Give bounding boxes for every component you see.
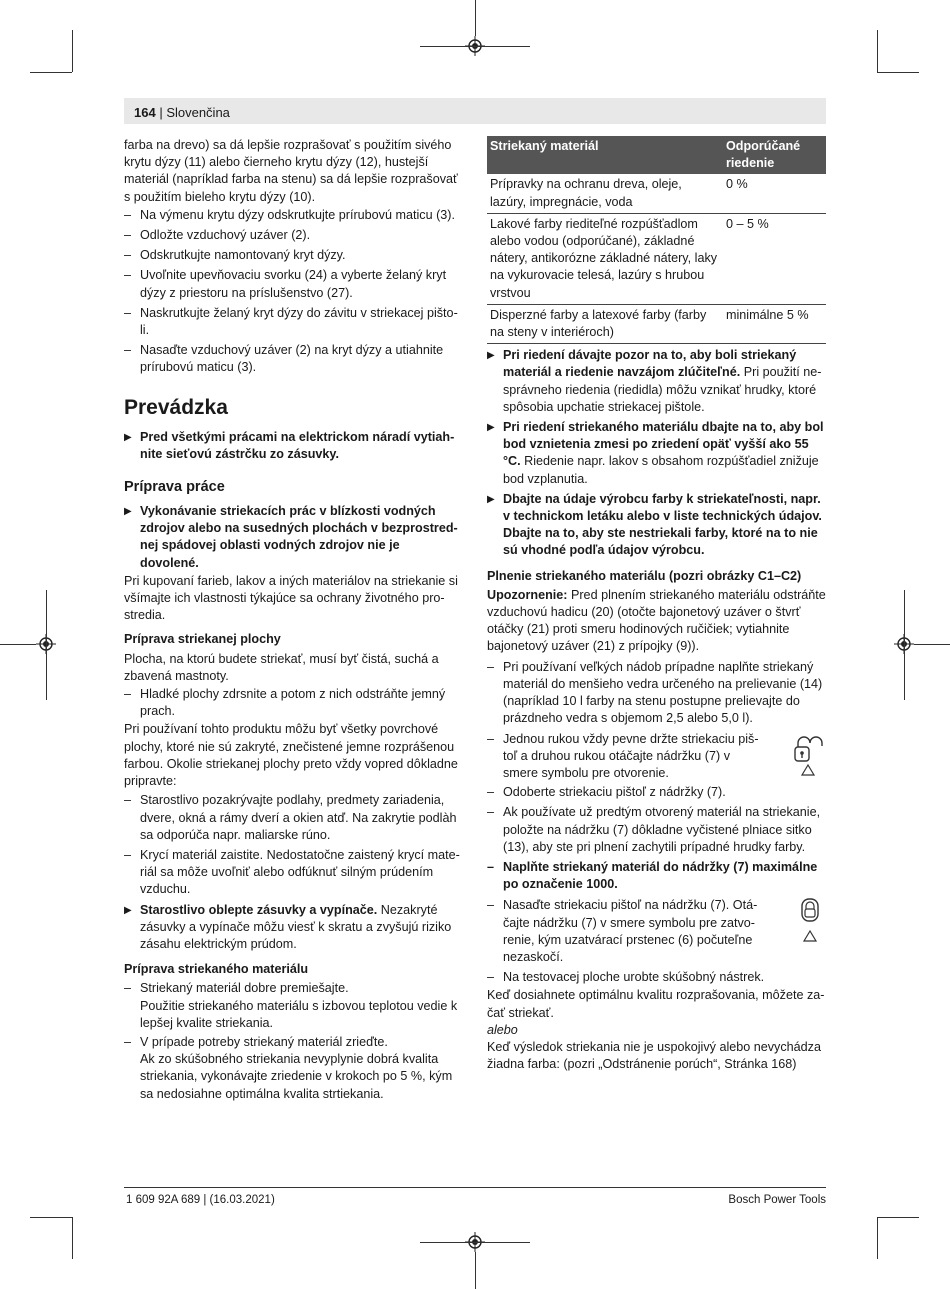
table-cell-dilution: minimálne 5 % <box>723 304 826 343</box>
list-item: – Striekaný materiál dobre premiešajte. <box>124 980 461 997</box>
cover-paragraph: Pri používaní tohto produktu môžu byť všetky povrchové plochy, ktoré nie sú zakryté, znečistené jemne rozprášenou farbou. Okolie striekanej plochy preto vždy vopred dôkladne pripravte: <box>124 722 458 789</box>
page-number: 164 <box>134 105 156 120</box>
table-row <box>487 174 826 213</box>
warning-sockets <box>124 902 461 954</box>
list-item: – Naskrutkujte želaný kryt dýzy do závitu v striekacej pištoli. <box>124 305 461 339</box>
dilution-table <box>487 136 826 344</box>
list-item: – Starostlivo pozakrývajte podlahy, predmety zariadenia, dvere, okná a rámy dverí a okien atď. Na zakrytie podlàh sa odporúča napr. maliarske rúno. <box>124 792 461 844</box>
warning-flashpoint <box>487 419 826 488</box>
list-item: – Odoberte striekaciu pištoľ z nádržky (7). <box>487 784 826 801</box>
crop-mark <box>877 1217 878 1259</box>
footer-doc-number: 1 609 92A 689 | (16.03.2021) <box>126 1194 275 1206</box>
warning-sockets-text: Nezakryté zásuvky a vypínače môžu viesť k skratu a zvyšujú riziko zásahu elektrickým prúdom. <box>140 902 452 951</box>
section-title: Prevádzka <box>124 395 228 419</box>
nozzle-steps <box>124 207 461 377</box>
note-label: Upozornenie: <box>487 587 568 602</box>
crop-mark <box>914 644 950 645</box>
list-item: – Hladké plochy zdrsnite a potom z nich odstráňte jemný prach. <box>124 686 461 720</box>
lock-icon <box>797 897 823 947</box>
table-cell-dilution: 0 % <box>723 174 826 213</box>
crop-mark <box>72 1217 73 1259</box>
crop-mark <box>0 644 36 645</box>
warning-mains: ▶ Pred všetkými prácami na elektrickom náradí vytiahnite sieťovú zástrčku zo zásuvky. <box>124 429 461 463</box>
crop-mark <box>30 72 72 73</box>
table-cell-material: Lakové farby riediteľné rozpúšťadlom alebo vodou (odporúčané), základné nátery, antikorózne základné nátery, laky na vykurovacie telesá, lazúry s hrubou vrstvou <box>487 213 723 304</box>
list-item: – Na testovacej ploche urobte skúšobný nástrek. <box>487 969 826 986</box>
list-item: – Odložte vzduchový uzáver (2). <box>124 227 461 244</box>
table-cell-material: Prípravky na ochranu dreva, oleje, lazúry, impregnácie, voda <box>487 174 723 213</box>
or-text: alebo <box>487 1022 518 1037</box>
warning-bold: Pri riedení striekaného materiálu dbajte na to, aby bol bod vznietenia zmesi po zriedení opäť vyšší ako 55 °C. <box>503 420 824 469</box>
table-row <box>487 213 826 304</box>
list-item-continuation: Použitie striekaného materiálu s izbovou teplotou vedie k lepšej kvalite striekania. <box>140 998 458 1030</box>
warning-bold: Pri riedení dávajte pozor na to, aby boli striekaný materiál a riedenie navzájom zlúčiteľné. <box>503 348 797 380</box>
bad-result-paragraph: Keď výsledok striekania nie je uspokojivý alebo nevychádza žiadna farba: (pozri „Odstránenie porúch“, Stránka 168) <box>487 1039 821 1072</box>
page-header: 164 | Slovenčina <box>134 105 230 120</box>
table-header-material: Striekaný materiál <box>487 136 723 174</box>
note-paragraph <box>487 587 826 656</box>
buying-paragraph: Pri kupovaní farieb, lakov a iných materiálov na striekanie si všímajte ich vlastnosti týkajúce sa ochrany životného prostredia. <box>124 573 458 623</box>
crop-mark <box>475 0 476 36</box>
list-item: – Nasaďte vzduchový uzáver (2) na kryt dýzy a utiahnite prírubovú maticu (3). <box>124 342 461 376</box>
list-item: – Naplňte striekaný materiál do nádržky (7) maximálne po označenie 1000. <box>487 859 826 893</box>
crop-mark <box>904 590 905 700</box>
page-language: Slovenčina <box>166 105 230 120</box>
right-column <box>487 136 826 1073</box>
list-item: – Odskrutkujte namontovaný kryt dýzy. <box>124 247 461 264</box>
crop-mark <box>877 30 878 72</box>
table-row <box>487 304 826 343</box>
crop-mark <box>877 1217 919 1218</box>
note-text: Pred plnením striekaného materiálu odstráňte vzduchovú hadicu (20) (otočte bajonetový uzáver o štvrť otáčky (21) proti smeru hodinových ručičiek; vytiahnite bajonetový uzáver (21) z prípojky (9)). <box>487 587 826 654</box>
material-title: Príprava striekaného materiálu <box>124 962 309 977</box>
list-item: – Uvoľnite upevňovaciu svorku (24) a vyberte želaný kryt dýzy z priestoru na príslušenstvo (27). <box>124 267 461 301</box>
warning-dilution-compat <box>487 347 826 416</box>
close-step-block <box>487 897 826 966</box>
crop-mark <box>46 590 47 700</box>
intro-paragraph: farba na drevo) sa dá lepšie rozprašovať s použitím sivého krytu dýzy (11) alebo čierneho krytu dýzy (12), hustejší materiál (napríklad farba na stenu) sa dá lepšie rozprašovať s použitím bieleho krytu dýzy (10). <box>124 138 458 204</box>
list-item-continuation: Ak zo skúšobného striekania nevyplynie dobrá kvalita striekania, vykonávajte zriedenie v krokoch po 5 %, kým sa nedosiahne optimálna kvalita strtiekania. <box>140 1052 453 1101</box>
surface-paragraph: Plocha, na ktorú budete striekať, musí byť čistá, suchá a zbavená mastnoty. <box>124 651 439 683</box>
left-column <box>124 137 461 1103</box>
list-item: – Na výmenu krytu dýzy odskrutkujte prírubovú maticu (3). <box>124 207 461 224</box>
crop-mark <box>877 72 919 73</box>
warning-text: Riedenie napr. lakov s obsahom rozpúšťadiel znižuje bod vzplanutia. <box>503 454 819 486</box>
surface-title: Príprava striekanej plochy <box>124 632 281 647</box>
table-cell-material: Disperzné farby a latexové farby (farby na steny v interiéroch) <box>487 304 723 343</box>
prep-title: Príprava práce <box>124 479 225 496</box>
optimal-paragraph: Keď dosiahnete optimálnu kvalitu rozprašovania, môžete začať striekať. <box>487 988 825 1020</box>
warning-water: ▶ Vykonávanie striekacích prác v blízkosti vodných zdrojov alebo na susedných plochách v bezprostrednej spádovej oblasti vodných zdrojov nie je dovolené. <box>124 503 461 572</box>
crop-mark <box>420 1242 530 1243</box>
crop-mark <box>475 1252 476 1289</box>
footer-divider <box>124 1187 826 1188</box>
list-item: – Pri používaní veľkých nádob prípadne naplňte striekaný materiál do menšieho vedra určeného na prelievanie (14) (napríklad 10 l farby na stenu postupne prelievajte do prázdneho vedra s objemom 2,5 alebo 5,0 l). <box>487 659 826 728</box>
open-step-block <box>487 731 826 783</box>
table-header-dilution: Odporúčané riedenie <box>723 136 826 174</box>
list-item: – Jednou rukou vždy pevne držte striekaciu pištoľ a druhou rukou otáčajte nádržku (7) v smere symbolu pre otvorenie. <box>487 731 759 783</box>
list-item: – Nasaďte striekaciu pištoľ na nádržku (7). Otáčajte nádržku (7) v smere symbolu pre zatvorenie, kým uzatvárací prstenec (6) počuteľne nezaskočí. <box>487 897 759 966</box>
list-item: – Krycí materiál zaistite. Nedostatočne zaistený krycí materiál sa môže uvoľniť alebo odfúknuť silným prúdením vzduchu. <box>124 847 461 899</box>
warning-text: Pri použití nesprávneho riedenia (riedidla) môžu vznikať hrudky, ktoré spôsobia upchatie striekacej pištole. <box>503 365 822 414</box>
warning-sockets-bold: Starostlivo oblepte zásuvky a vypínače. <box>140 902 378 917</box>
warning-manufacturer: ▶ Dbajte na údaje výrobcu farby k striekateľnosti, napr. v technickom letáku alebo v liste technických údajov. Dbajte na to, aby ste nestriekali farby, ktoré na to nie sú vhodné podľa údajov výrobcu. <box>487 491 826 560</box>
list-item: – Ak používate už predtým otvorený materiál na striekanie, položte na nádržku (7) dôkladne vyčistené plniace sitko (13), aby ste pri plnení zachytili prípadné hrudky farby. <box>487 804 826 856</box>
list-item: – V prípade potreby striekaný materiál zrieďte. <box>124 1034 461 1051</box>
crop-mark <box>30 1217 72 1218</box>
crop-mark <box>72 30 73 72</box>
footer-brand: Bosch Power Tools <box>728 1194 826 1206</box>
table-header-row <box>487 136 826 174</box>
fill-title: Plnenie striekaného materiálu (pozri obrázky C1–C2) <box>487 568 802 583</box>
crop-mark <box>420 46 530 47</box>
table-cell-dilution: 0 – 5 % <box>723 213 826 304</box>
unlock-icon <box>792 733 828 777</box>
